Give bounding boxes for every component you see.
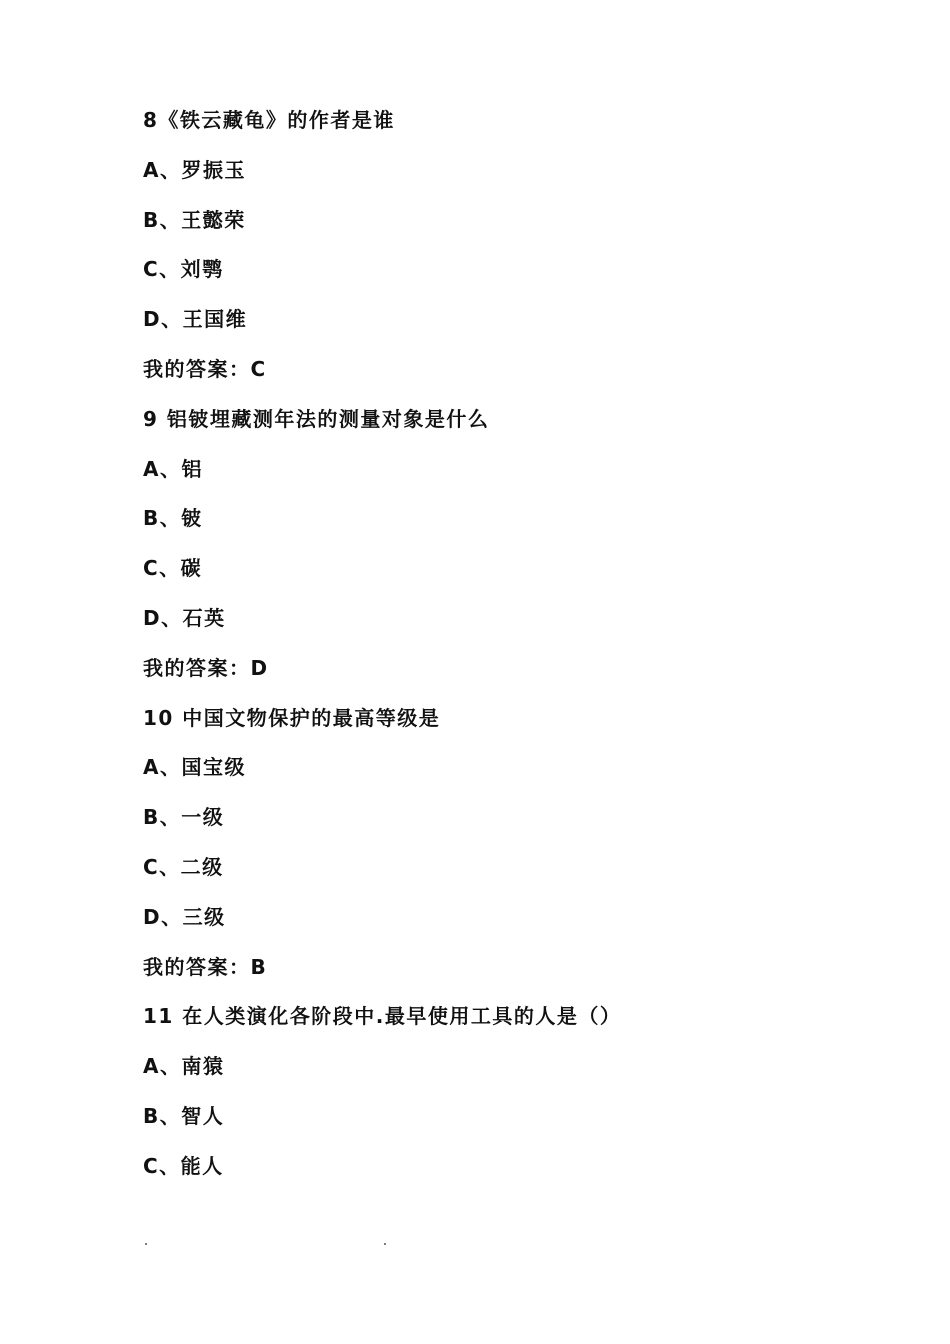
option-c: C、能人 [143, 1153, 224, 1178]
footer-dot-left [145, 1243, 147, 1245]
option-a: A、罗振玉 [143, 157, 246, 182]
question-title: 11 在人类演化各阶段中.最早使用工具的人是（） [143, 1004, 622, 1029]
option-c: C、二级 [143, 854, 224, 879]
option-a: A、铝 [143, 456, 203, 481]
option-d: D、三级 [143, 904, 226, 929]
option-c: C、刘鹗 [143, 257, 224, 282]
my-answer: 我的答案：C [143, 356, 267, 381]
option-b: B、一级 [143, 805, 225, 830]
footer-dot-right [384, 1243, 386, 1245]
my-answer: 我的答案：D [143, 655, 269, 680]
option-d: D、王国维 [143, 307, 248, 332]
option-b: B、智人 [143, 1103, 225, 1128]
option-d: D、石英 [143, 605, 226, 630]
question-title: 9 铝铍埋藏测年法的测量对象是什么 [143, 406, 490, 431]
question-title: 8《铁云藏龟》的作者是谁 [143, 108, 395, 132]
option-c: C、碳 [143, 556, 203, 581]
option-b: B、铍 [143, 506, 203, 531]
my-answer: 我的答案：B [143, 954, 268, 979]
option-a: A、国宝级 [143, 755, 246, 780]
option-a: A、南猿 [143, 1054, 225, 1079]
quiz-content [143, 104, 903, 1200]
option-b: B、王懿荣 [143, 207, 246, 232]
question-title: 10 中国文物保护的最高等级是 [143, 705, 441, 730]
